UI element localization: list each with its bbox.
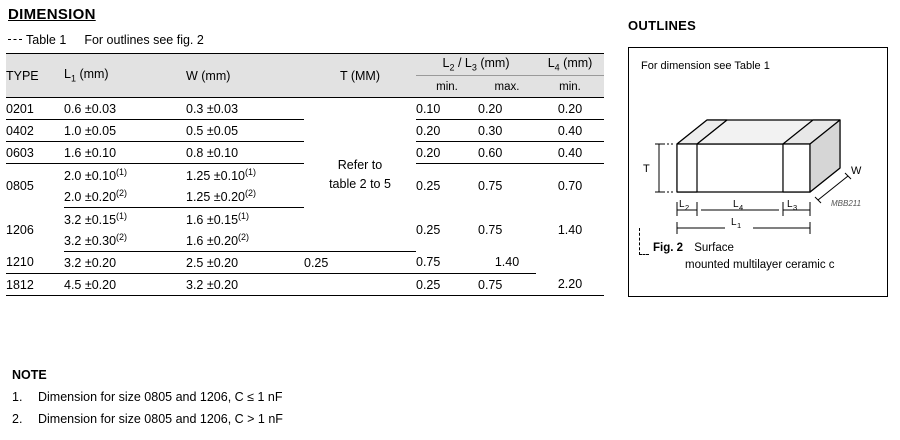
cell-l1-value: 2.0 ±0.20 [64,190,117,205]
label-l4-sub: 4 [739,203,744,212]
cell-w-value: 1.25 ±0.20 [186,190,245,205]
cell-l2l3-max: 0.30 [478,120,536,142]
header-type: TYPE [6,54,64,98]
dimension-section [6,6,606,296]
cell-type: 0805 [6,178,34,193]
cell-l1-value: 3.2 ±0.30 [64,234,117,249]
label-l2: L [679,199,685,210]
figure-text-line1: Surface [694,242,734,254]
section-title-dimension: DIMENSION [8,6,96,23]
dimension-table [6,53,604,296]
cell-w-value: 1.6 ±0.15 [186,212,239,227]
cell-w-note: (1) [245,166,256,177]
header-t: T (MM) [304,54,416,98]
label-l2-sub: 2 [685,203,690,212]
cell-l4: 2.20 [536,274,604,296]
header-l2l3-max: max. [478,76,536,98]
notes-section [12,368,592,433]
cell-l1: 1.6 ±0.10 [64,142,186,164]
cell-l1-note: (2) [116,232,128,243]
fig-bracket-icon [639,228,649,255]
note-item [12,411,592,428]
label-t: T [643,163,650,175]
label-l4: L [733,199,739,210]
cell-l2l3-min: 0.20 [416,142,478,164]
cell-l2l3-max: 0.75 [478,222,503,237]
figure-caption [639,240,835,275]
cell-w-note: (1) [238,210,250,221]
header-l4: $L_4$ (mm) [536,54,604,76]
cell-w: 2.5 ±0.20 [186,252,304,274]
header-l1: $L_1$ (mm) [64,54,186,98]
table-caption-text: For outlines see fig. 2 [84,33,204,47]
cell-w [186,208,304,230]
cell-type: 0402 [6,120,64,142]
cell-w: 3.2 ±0.20 [186,274,304,296]
cell-l1: 3.2 ±0.20 [64,252,186,274]
chip-drawing [635,84,885,244]
cell-w-value: 1.25 ±0.10 [186,168,245,183]
cell-l1-note: (1) [116,210,128,221]
table-caption-label: Table 1 [26,33,67,47]
cell-l1: 1.0 ±0.05 [64,120,186,142]
cell-l2l3-max: 0.75 [478,274,536,296]
cell-w-note: (2) [238,232,250,243]
figure-text-line2: mounted multilayer ceramic c [685,259,835,272]
cell-l4: 0.20 [536,98,604,120]
cell-l1-value: 3.2 ±0.15 [64,212,117,227]
label-l1-sub: 1 [737,221,742,230]
notes-title: NOTE [12,368,47,382]
cell-l1: 0.6 ±0.03 [64,98,186,120]
outline-figure-box [628,47,888,297]
table-row [6,274,604,296]
cell-w [186,164,304,186]
header-l2l3-min: min. [416,76,478,98]
cell-l2l3-min: 0.10 [416,98,478,120]
cell-w: 0.3 ±0.03 [186,98,304,120]
cell-l1-note: (2) [116,188,128,199]
header-w: W (mm) [186,54,304,98]
cell-l1 [64,186,186,208]
note-item [12,389,592,406]
cell-l4: 1.40 [557,222,583,237]
cell-l2l3-max: 0.60 [478,142,536,164]
table-caption [8,33,606,47]
cell-l4: 0.70 [557,178,583,193]
label-l3: L [787,199,793,210]
cell-l2l3-max: 0.20 [478,98,536,120]
cell-l1 [64,164,186,186]
cell-l1 [64,230,186,252]
label-w: W [851,165,862,177]
cell-w: 0.5 ±0.05 [186,120,304,142]
cell-type: 0201 [6,98,64,120]
outline-box-note: For dimension see Table 1 [641,60,770,72]
cell-l2l3-max: 0.75 [478,178,503,193]
cell-t-refer [304,98,416,252]
cell-w-value: 1.6 ±0.20 [186,234,239,249]
cell-l2l3-max: 0.75 [416,252,478,274]
cell-l4: 1.40 [478,252,536,274]
caption-dash-icon [8,39,22,40]
cell-l2l3-min: 0.25 [416,222,441,237]
figure-caption-text [653,240,835,275]
label-l1: L [731,217,737,228]
cell-type: 1210 [6,252,64,274]
cell-type: 0603 [6,142,64,164]
label-l3-sub: 3 [793,203,798,212]
note-number: 2. [12,411,23,426]
cell-l2l3-min: 0.25 [416,178,441,193]
cell-l4: 0.40 [536,120,604,142]
table-row [6,252,604,274]
cell-l1: 4.5 ±0.20 [64,274,186,296]
cell-l1-value: 2.0 ±0.10 [64,168,117,183]
outlines-section [628,18,890,297]
cell-l4: 0.40 [536,142,604,164]
cell-l2l3-min: 0.25 [304,252,416,274]
cell-type: 1812 [6,274,64,296]
cell-w-note: (2) [245,188,256,199]
header-l4-min: min. [536,76,604,98]
cell-w [186,230,304,252]
note-text: Dimension for size 0805 and 1206, C ≤ 1 nF [38,390,283,404]
table-header-row-top [6,54,604,76]
section-title-outlines: OUTLINES [628,18,697,33]
cell-l1-note: (1) [116,166,128,177]
cell-type: 1206 [6,222,34,237]
figure-label: Fig. 2 [653,242,684,254]
note-number: 1. [12,390,23,404]
drawing-code: MBB211 [831,199,862,208]
cell-t [304,274,416,296]
cell-w: 0.8 ±0.10 [186,142,304,164]
note-text: Dimension for size 0805 and 1206, C > 1 nF [38,411,283,426]
cell-l2l3-min: 0.20 [416,120,478,142]
cell-w [186,186,304,208]
cell-l2l3-min: 0.25 [416,274,478,296]
header-l2-l3: $L_2 / L_3$ (mm) [416,54,536,76]
cell-t-line2: table 2 to 5 [329,176,391,191]
cell-l1 [64,208,186,230]
cell-t-line1: Refer to [337,157,383,172]
table-row [6,98,604,120]
